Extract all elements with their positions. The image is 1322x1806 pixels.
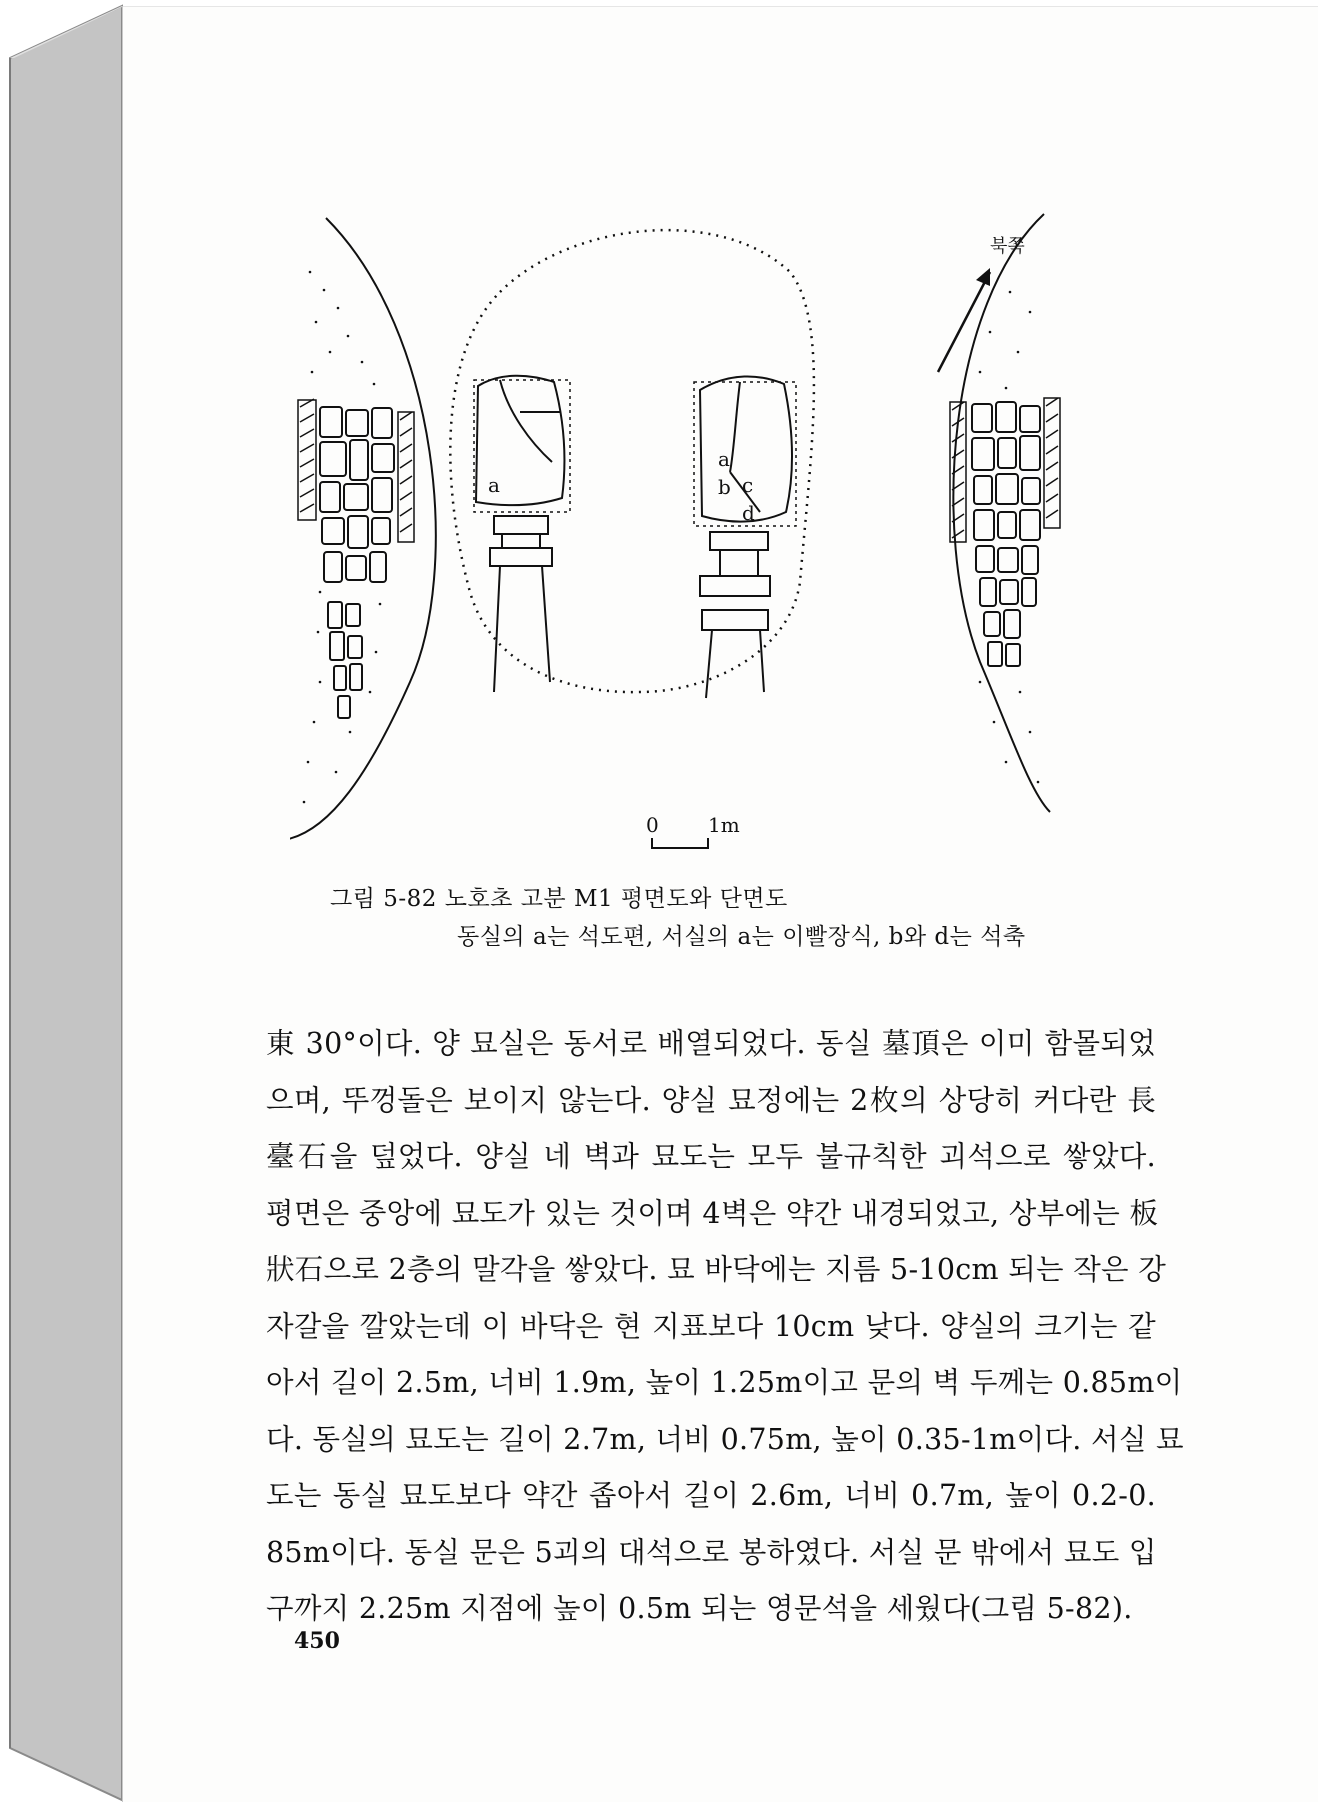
scale-bar: [652, 838, 708, 848]
west-chamber-label-d: d: [742, 501, 755, 525]
body-line: 으며, 뚜껑돌은 보이지 않는다. 양실 묘정에는 2枚의 상당히 커다란 長: [266, 1083, 1156, 1117]
body-line: 구까지 2.25m 지점에 높이 0.5m 되는 영문석을 세웠다(그림 5-82).: [266, 1592, 1133, 1625]
figure-caption: [330, 880, 1130, 956]
right-section-masonry: [950, 398, 1060, 666]
tomb-plan-figure: [290, 212, 1090, 862]
section-stipple: [303, 271, 1040, 804]
body-line: 85m이다. 동실 문은 5괴의 대석으로 봉하였다. 서실 문 밖에서 묘도 입: [266, 1535, 1157, 1569]
body-line: 다. 동실의 묘도는 길이 2.7m, 너비 0.75m, 높이 0.35-1m이다. 서실 묘: [266, 1422, 1184, 1456]
east-chamber: [474, 376, 570, 692]
body-line: 아서 길이 2.5m, 너비 1.9m, 높이 1.25m이고 문의 벽 두께는 0.85m이: [266, 1366, 1183, 1399]
mound-outline: [450, 230, 814, 692]
body-line: 狀石으로 2층의 말각을 쌓았다. 묘 바닥에는 지름 5-10cm 되는 작은 강: [266, 1253, 1167, 1286]
body-line: 臺石을 덮었다. 양실 네 벽과 묘도는 모두 불규칙한 괴석으로 쌓았다.: [266, 1140, 1156, 1173]
page-number: 450: [294, 1628, 340, 1654]
body-line: 평면은 중앙에 묘도가 있는 것이며 4벽은 약간 내경되었고, 상부에는 板: [266, 1196, 1159, 1230]
scale-label-zero: 0: [646, 813, 659, 837]
north-label: 북쪽: [990, 236, 1025, 257]
west-chamber: [694, 376, 796, 698]
scale-label-one: 1m: [708, 813, 740, 837]
caption-line-2: 동실의 a는 석도편, 서실의 a는 이빨장식, b와 d는 석축: [457, 924, 1026, 950]
west-chamber-label-a: a: [718, 447, 730, 471]
east-chamber-label-a: a: [488, 473, 500, 497]
caption-line-1: 그림 5-82 노호초 고분 M1 평면도와 단면도: [330, 886, 788, 912]
body-line: 자갈을 깔았는데 이 바닥은 현 지표보다 10cm 낮다. 양실의 크기는 같: [266, 1309, 1156, 1343]
north-arrow: [938, 272, 990, 372]
book-spine: [0, 0, 130, 1806]
body-paragraph: [266, 1016, 1184, 1638]
west-chamber-label-b: b: [718, 475, 731, 499]
body-line: 東 30°이다. 양 묘실은 동서로 배열되었다. 동실 墓頂은 이미 함몰되었: [266, 1027, 1156, 1060]
body-line: 도는 동실 묘도보다 약간 좁아서 길이 2.6m, 너비 0.7m, 높이 0.2-0.: [266, 1479, 1156, 1512]
west-chamber-label-c: c: [742, 473, 754, 497]
left-section-masonry: [298, 399, 414, 718]
